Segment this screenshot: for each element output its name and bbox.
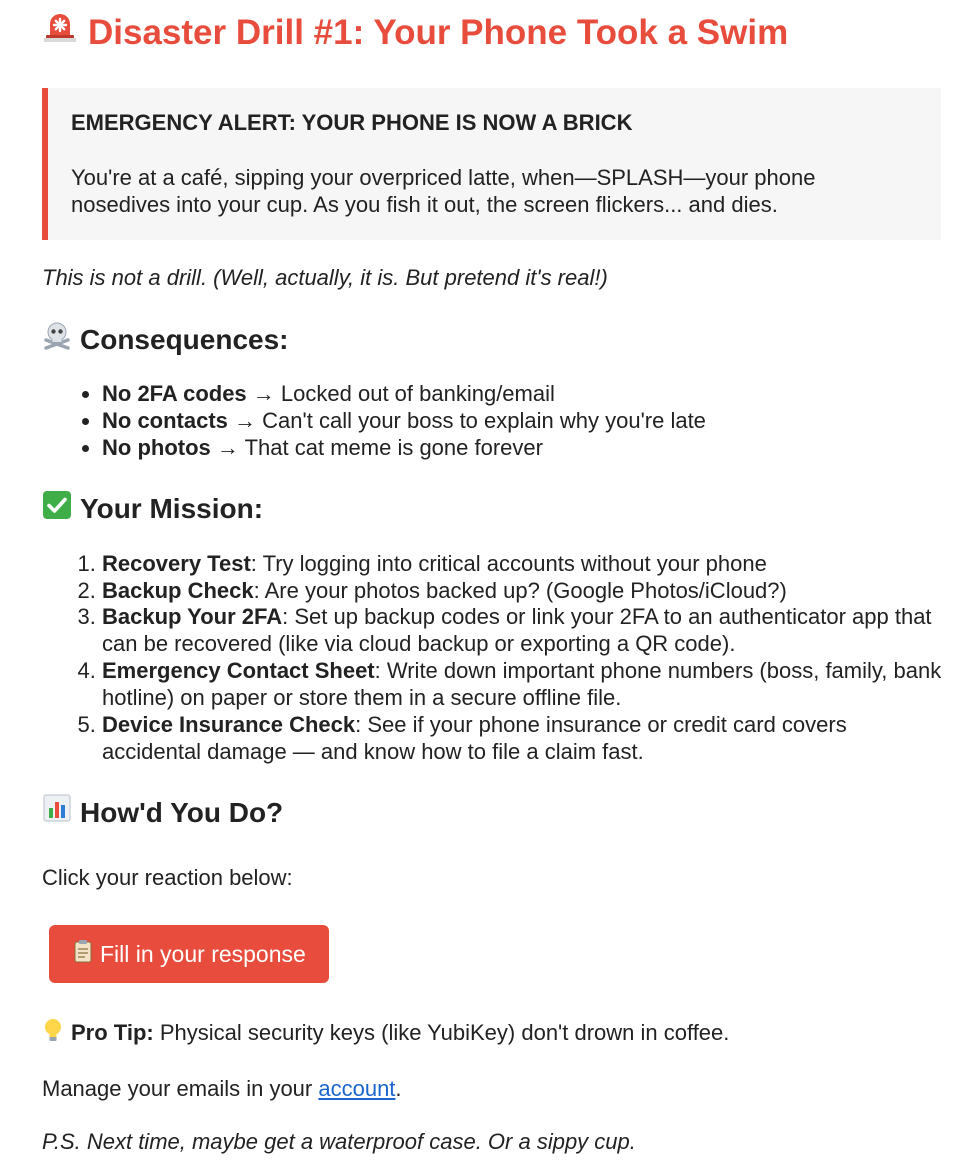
list-item-text: Can't call your boss to explain why you're late xyxy=(262,408,706,434)
manage-prefix: Manage your emails in your xyxy=(42,1076,319,1102)
account-link[interactable]: account xyxy=(318,1076,396,1102)
fill-response-button[interactable] xyxy=(49,925,329,983)
manage-suffix: . xyxy=(395,1076,402,1102)
manage-emails-line xyxy=(42,1076,942,1103)
feedback-heading-text: How'd You Do? xyxy=(80,796,284,828)
skull-crossbones-icon xyxy=(42,320,72,359)
list-item xyxy=(102,658,942,712)
consequences-heading-text: Consequences: xyxy=(80,323,289,355)
list-item-bold: No 2FA codes xyxy=(102,381,247,407)
pro-tip-text: Physical security keys (like YubiKey) don't drown in coffee. xyxy=(159,1020,730,1046)
list-item xyxy=(102,604,942,658)
list-item xyxy=(102,551,942,578)
list-item xyxy=(102,578,942,605)
list-item-text: : See if your phone insurance or credit card covers accidental damage — and know how to file a claim fast. xyxy=(102,711,847,764)
feedback-heading xyxy=(42,793,942,832)
list-item-bold: Backup Check xyxy=(102,577,254,603)
alert-heading: EMERGENCY ALERT: YOUR PHONE IS NOW A BRICK xyxy=(71,110,633,135)
check-mark-icon xyxy=(42,490,72,529)
list-item xyxy=(102,435,942,462)
list-item xyxy=(102,381,942,408)
list-item-text: : Try logging into critical accounts without your phone xyxy=(250,550,767,576)
ps-note: P.S. Next time, maybe get a waterproof case. Or a sippy cup. xyxy=(42,1128,636,1154)
consequences-heading xyxy=(42,320,942,359)
arrow-icon: → xyxy=(252,381,275,407)
arrow-icon: → xyxy=(216,434,239,460)
list-item-bold: No contacts xyxy=(102,408,228,434)
pro-tip-label: Pro Tip: xyxy=(71,1020,154,1046)
fill-response-button-label: Fill in your response xyxy=(100,941,306,968)
page-title-text: Disaster Drill #1: Your Phone Took a Swim xyxy=(88,12,789,52)
list-item-bold: Device Insurance Check xyxy=(102,711,356,737)
list-item-text: : Set up backup codes or link your 2FA to an authenticator app that can be recovered (like via cloud backup or exporting a QR code). xyxy=(102,604,932,657)
emergency-alert-box xyxy=(42,88,941,240)
clipboard-icon xyxy=(74,939,92,969)
arrow-icon: → xyxy=(234,408,257,434)
list-item xyxy=(102,712,942,766)
list-item-text: : Write down important phone numbers (boss, family, bank hotline) on paper or store them in a secure offline file. xyxy=(102,658,942,710)
siren-icon xyxy=(42,8,78,57)
list-item-bold: No photos xyxy=(102,434,211,460)
list-item-text: : Are your photos backed up? (Google Photos/iCloud?) xyxy=(253,577,787,603)
list-item-bold: Emergency Contact Sheet xyxy=(102,658,375,684)
alert-body: You're at a café, sipping your overpriced latte, when—SPLASH—your phone nosedives into your cup. As you fish it out, the screen flickers... and dies. xyxy=(71,164,816,217)
list-item-bold: Recovery Test xyxy=(102,550,251,576)
lightbulb-icon xyxy=(42,1017,64,1050)
page-title xyxy=(42,8,942,57)
list-item-text: Locked out of banking/email xyxy=(280,381,555,407)
list-item xyxy=(102,408,942,435)
intro-note: This is not a drill. (Well, actually, it is. But pretend it's real!) xyxy=(42,265,608,291)
feedback-prompt: Click your reaction below: xyxy=(42,865,293,891)
mission-heading xyxy=(42,490,942,529)
pro-tip xyxy=(42,1017,942,1050)
mission-list xyxy=(42,551,942,766)
list-item-bold: Backup Your 2FA xyxy=(102,604,283,630)
bar-chart-icon xyxy=(42,793,72,832)
list-item-text: That cat meme is gone forever xyxy=(244,434,543,460)
consequences-list xyxy=(42,381,942,461)
mission-heading-text: Your Mission: xyxy=(80,493,264,525)
